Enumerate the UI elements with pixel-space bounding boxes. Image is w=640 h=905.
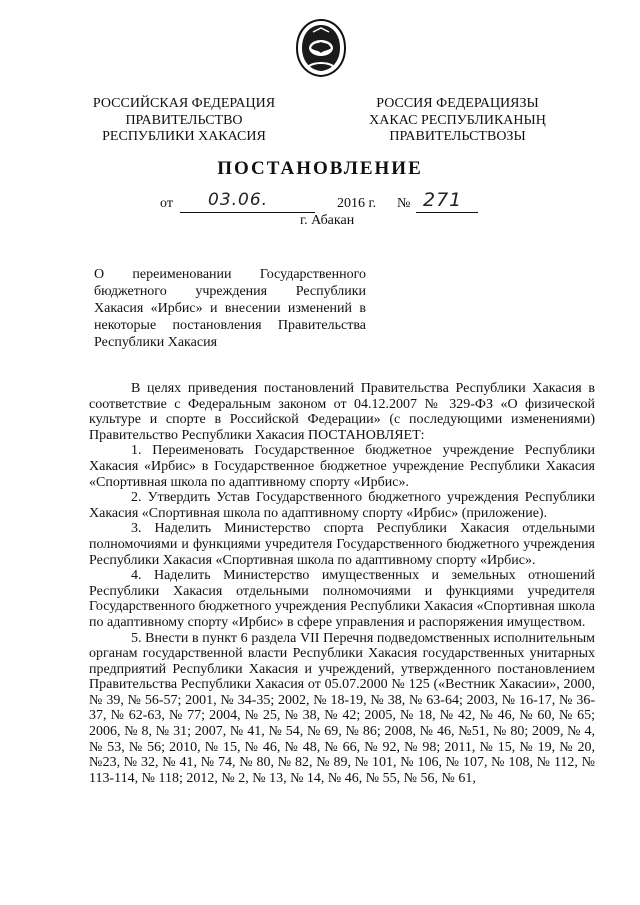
header-left-ru	[84, 96, 284, 146]
subject-block: О переименовании Государственного бюджетного учреждения Республики Хакасия «Ирбис» и внесении изменений в некоторые постановления Правительства Республики Хакасия	[94, 267, 366, 350]
document-title: ПОСТАНОВЛЕНИЕ	[217, 158, 423, 179]
number-sign: №	[397, 196, 411, 211]
handwritten-number: 271	[423, 189, 463, 211]
body-text	[89, 381, 595, 786]
header-left-line: РЕСПУБЛИКИ ХАКАСИЯ	[102, 129, 266, 144]
header-right-line: РОССИЯ ФЕДЕРАЦИЯЗЫ	[376, 96, 539, 111]
body-paragraph: 2. Утвердить Устав Государственного бюджетного учреждения Республики Хакасия «Спортивная школа по адаптивному спорту «Ирбис» (приложение).	[89, 490, 595, 521]
header-right-line: ПРАВИТЕЛЬСТВОЗЫ	[389, 129, 526, 144]
header-right-line: ХАКАС РЕСПУБЛИКАНЫҢ	[369, 112, 546, 128]
body-paragraph: 3. Наделить Министерство спорта Республики Хакасия отдельными полномочиями и функциями учредителя Государственного бюджетного учреждения Республики Хакасия «Спортивная школа по адаптивному спорту «Ирбис».	[89, 521, 595, 568]
coat-of-arms-emblem	[293, 18, 349, 78]
body-paragraph: В целях приведения постановлений Правительства Республики Хакасия в соответствие с Федеральным законом от 04.12.2007 № 329-ФЗ «О физической культуре и спорте в Российской Федерации» (с последующими изменениями) Правительство Республики Хакасия ПОСТАНОВЛЯЕТ:	[89, 381, 595, 443]
date-prefix: от	[160, 196, 173, 211]
number-underline	[416, 212, 478, 213]
handwritten-date: 03.06.	[208, 190, 269, 210]
body-paragraph: 4. Наделить Министерство имущественных и земельных отношений Республики Хакасия отдельными полномочиями и функциями учредителя Государственного бюджетного учреждения Республики Хакасия «Спортивная школа по адаптивному спорту «Ирбис» в сфере управления и распоряжения имуществом.	[89, 568, 595, 630]
header-left-line: РОССИЙСКАЯ ФЕДЕРАЦИЯ	[92, 96, 276, 111]
header-left-line: ПРАВИТЕЛЬСТВО	[125, 112, 243, 128]
body-paragraph: 1. Переименовать Государственное бюджетное учреждение Республики Хакасия «Ирбис» в Государственное бюджетное учреждение Республики Хакасия «Спортивная школа по адаптивному спорту «Ирбис».	[89, 443, 595, 490]
city-name: г. Абакан	[300, 213, 355, 228]
date-underline	[180, 212, 315, 213]
date-year: 2016 г.	[337, 196, 377, 211]
body-paragraph: 5. Внести в пункт 6 раздела VII Перечня подведомственных исполнительным органам государственной власти Республики Хакасия государственных унитарных предприятий Республики Хакасия и учреждений, утвержденного постановлением Правительства Республики Хакасия от 05.07.2000 № 125 («Вестник Хакасии», 2000, № 39, № 56-57; 2001, № 34-35; 2002, № 18-19, № 38, № 63-64; 2003, № 16-17, № 36-37, № 62-63, № 77; 2004, № 25, № 38, № 42; 2005, № 18, № 42, № 46, № 60, № 65; 2006, № 8, № 31; 2007, № 41, № 54, № 69, № 86; 2008, № 46, №51, № 80; 2009, № 4, № 53, № 56; 2010, № 15, № 46, № 48, № 66, № 92, № 98; 2011, № 15, № 19, № 20, №23, № 32, № 41, № 74, № 80, № 82, № 89, № 101, № 106, № 107, № 108, № 112, № 113-114, № 118; 2012, № 2, № 13, № 14, № 46, № 55, № 56, № 61,	[89, 630, 595, 786]
header-right-kjh	[355, 96, 560, 146]
